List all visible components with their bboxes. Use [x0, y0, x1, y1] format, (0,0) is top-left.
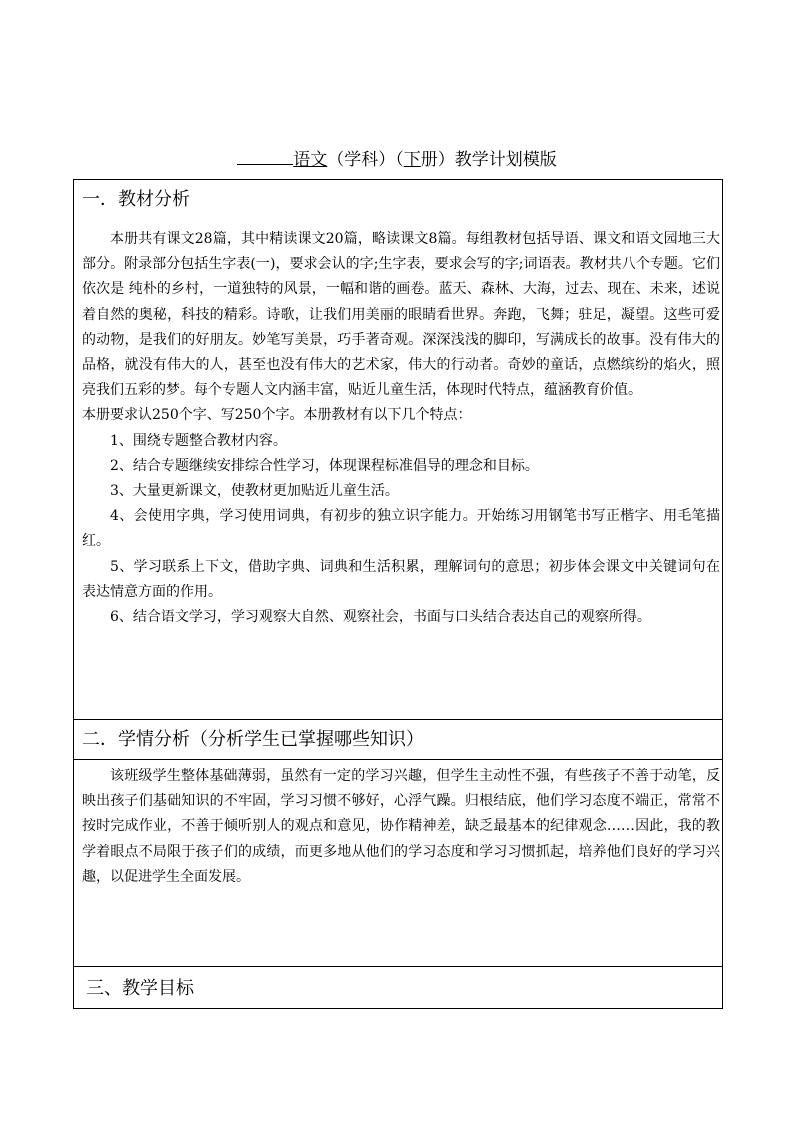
paragraph: 本册共有课文28篇，其中精读课文20篇，略读课文8篇。每组教材包括导语、课文和语文园地三大部分。附录部分包括生字表(一)，要求会认的字;生字表，要求会写的字;词语表。教材共八个专题。它们依次是 纯朴的乡村，一道独特的风景，一幅和谐的画卷。蓝天、森林、大海，过去、现在、未来，述说着自然的奥秘，科技的精彩。诗歌，让我们用美丽的眼睛看世界。奔跑，飞舞；驻足，凝望。这些可爱的动物，是我们的好朋友。妙笔写美景，巧手著奇观。深深浅浅的脚印，写满成长的故事。没有伟大的品格，就没有伟大的人，甚至也没有伟大的艺术家，伟大的行动者。奇妙的童话，点燃缤纷的焰火，照亮我们五彩的梦。每个专题人文内涵丰富，贴近儿童生活，体现时代特点，蕴涵教育价值。	[82, 231, 720, 399]
teaching-goals-cell	[74, 967, 722, 1008]
paragraph: 该班级学生整体基础薄弱，虽然有一定的学习兴趣，但学生主动性不强，有些孩子不善于动笔，反映出孩子们基础知识的不牢固，学习习惯不够好，心浮气躁。归根结底，他们学习态度不端正，常常不按时完成作业，不善于倾听别人的观点和意见，协作精神差，缺乏最基本的纪律观念……因此，我的教学着眼点不局限于孩子们的成绩，而更多地从他们的学习态度和学习习惯抓起，培养他们良好的学习兴趣，以促进学生全面发展。	[82, 768, 720, 885]
section-heading-textbook-analysis: 一．教材分析	[82, 189, 190, 210]
list-item: 2、结合专题继续安排综合性学习，体现课程标准倡导的理念和目标。	[110, 457, 539, 474]
paragraph: 本册要求认250个字、写250个字。本册教材有以下几个特点：	[82, 407, 472, 424]
title-subject-label: （学科）（	[327, 150, 404, 170]
section-heading-student-analysis: 二．学情分析（分析学生已掌握哪些知识）	[82, 729, 424, 750]
title-subject: 语文	[293, 150, 328, 170]
textbook-analysis-cell	[74, 180, 722, 720]
student-analysis-heading-cell	[74, 720, 722, 760]
list-item: 3、大量更新课文，使教材更加贴近儿童生活。	[110, 483, 399, 500]
title-blank-line	[237, 148, 293, 165]
textbook-analysis-body	[82, 227, 720, 630]
list-item: 1、围绕专题整合教材内容。	[110, 432, 287, 449]
document-title	[0, 148, 794, 172]
list-item: 5、学习联系上下文，借助字典、词典和生活积累，理解词句的意思；初步体会课文中关键词句在表达情意方面的作用。	[82, 558, 720, 600]
title-volume: 下	[403, 150, 421, 170]
section-heading-teaching-goals: 三、教学目标	[86, 978, 194, 999]
list-item: 6、结合语文学习，学习观察大自然、观察社会，书面与口头结合表达自己的观察所得。	[110, 609, 651, 626]
title-suffix: 册）教学计划模版	[420, 150, 557, 170]
list-item: 4、会使用字典，学习使用词典，有初步的独立识字能力。开始练习用钢笔书写正楷字、用毛笔描红。	[82, 508, 720, 550]
student-analysis-body	[82, 764, 720, 890]
plan-table	[73, 179, 723, 1009]
student-analysis-cell	[74, 760, 722, 967]
